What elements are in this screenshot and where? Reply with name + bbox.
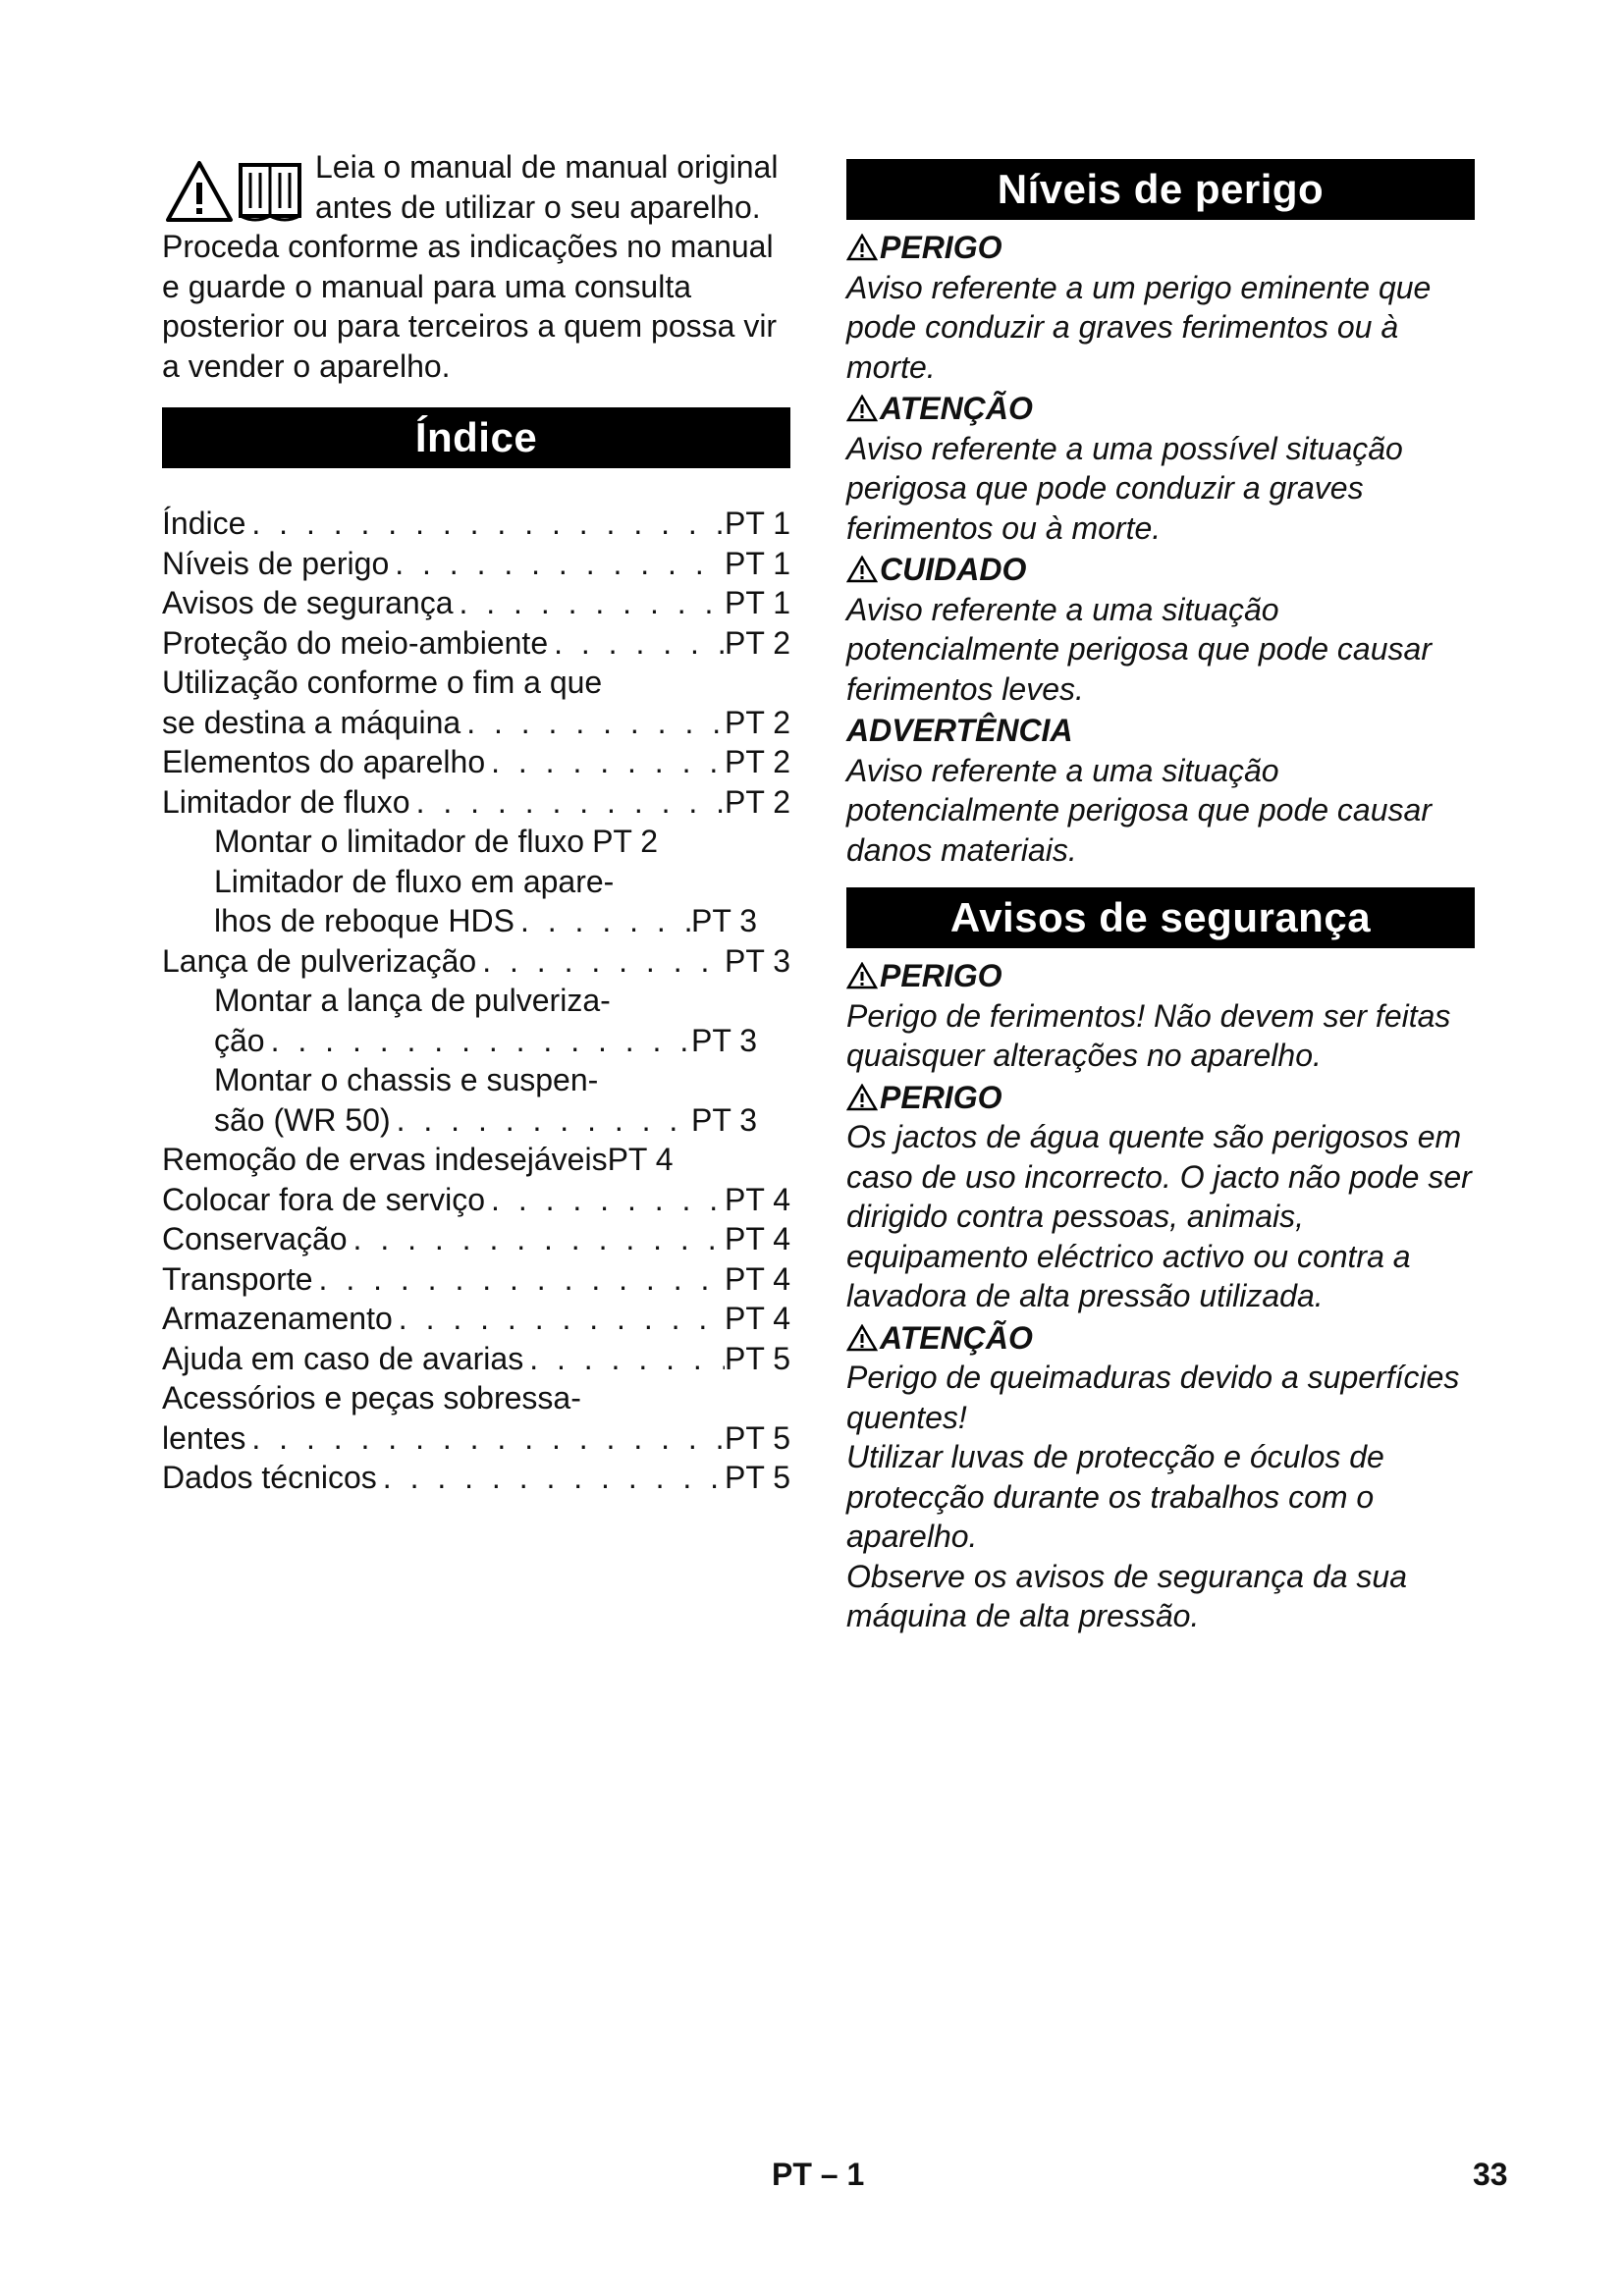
toc-entry[interactable]: Acessórios e peças sobressa- lentes . . . PT 5 [162,1378,790,1458]
warning-triangle-icon [846,556,878,583]
notice-text: Perigo de queimaduras devido a superfícies quentes! [846,1360,1460,1435]
toc-entry[interactable]: Ajuda em caso de avarias . . . PT 5 [162,1339,790,1379]
signal-word: PERIGO [846,956,1475,996]
toc-entry[interactable]: Proteção do meio-ambiente . . . PT 2 [162,623,790,664]
toc-subentry[interactable]: Montar o limitador de fluxo PT 2 [214,824,659,859]
intro-text: Leia o manual de manual original antes de utilizar o seu aparelho. Proceda conforme as indicações no manual e guarde o manual para uma consulta posterior ou para terceiros a quem possa vir a vender o aparelho. [162,149,779,384]
notice-text: Aviso referente a uma possível situação perigosa que pode conduzir a graves ferimentos ou à morte. [846,430,1403,546]
page-section-label: PT – 1 [772,2157,865,2192]
warning-triangle-icon [846,395,878,422]
toc-entry[interactable]: Avisos de segurança . . . PT 1 [162,583,790,623]
warning-triangle-icon [846,234,878,261]
signal-word: PERIGO [846,1078,1475,1118]
index-heading: Índice [162,407,790,468]
intro-paragraph [162,147,790,386]
signal-word: CUIDADO [846,550,1475,590]
notice-text: Aviso referente a uma situação potencialmente perigosa que pode causar ferimentos leves. [846,591,1432,707]
warning-triangle-icon [162,151,307,226]
toc-subentry[interactable]: Montar a lança de pulveriza- ção . . . PT 3 [162,981,790,1060]
warning-manual-icons [162,151,307,226]
table-of-contents [162,504,790,1498]
danger-levels-list [846,228,1475,870]
notice-text: Aviso referente a uma situação potencialmente perigosa que pode causar danos materiais. [846,752,1432,868]
signal-word: PERIGO [846,228,1475,268]
right-column [846,159,1475,1636]
toc-entry[interactable]: Utilização conforme o fim a que se destina a máquina . . . PT 2 [162,663,790,742]
toc-entry[interactable]: Dados técnicos . . . PT 5 [162,1458,790,1498]
toc-subentry[interactable]: Montar o chassis e suspen- são (WR 50) . . . PT 3 [162,1060,790,1140]
toc-entry[interactable]: Lança de pulverização . . . PT 3 [162,941,790,982]
notice-text: Aviso referente a um perigo eminente que pode conduzir a graves ferimentos ou à morte. [846,269,1432,385]
safety-list [846,956,1475,1636]
toc-entry[interactable]: Armazenamento . . . PT 4 [162,1299,790,1339]
toc-entry[interactable]: Transporte . . . PT 4 [162,1259,790,1300]
signal-word: ATENÇÃO [846,389,1475,429]
safety-heading: Avisos de segurança [846,887,1475,948]
notice-text: Utilizar luvas de protecção e óculos de protecção durante os trabalhos com o aparelho. [846,1439,1384,1554]
warning-triangle-icon [846,962,878,989]
danger-levels-heading: Níveis de perigo [846,159,1475,220]
page-number: 33 [1473,2157,1508,2192]
notice-text: Os jactos de água quente são perigosos em caso de uso incorrecto. O jacto não pode ser dirigido contra pessoas, animais, equipamento eléctrico activo ou contra a lavadora de alta pressão utilizada. [846,1119,1472,1313]
signal-word: ADVERTÊNCIA [846,713,1073,748]
notice-text: Observe os avisos de segurança da sua máquina de alta pressão. [846,1558,1407,1633]
toc-entry[interactable]: Conservação . . . PT 4 [162,1219,790,1259]
notice-text: Perigo de ferimentos! Não devem ser feitas quaisquer alterações no aparelho. [846,997,1451,1073]
toc-entry[interactable]: Níveis de perigo . . . PT 1 [162,544,790,584]
toc-entry[interactable]: Elementos do aparelho . . . PT 2 [162,742,790,782]
warning-triangle-icon [846,1324,878,1352]
toc-entry[interactable]: Índice . . . PT 1 [162,504,790,544]
toc-entry[interactable]: Remoção de ervas indesejáveis PT 4 [162,1142,674,1177]
toc-entry[interactable]: Limitador de fluxo . . . PT 2 [162,782,790,823]
left-column [162,147,790,1498]
signal-word: ATENÇÃO [846,1318,1475,1359]
toc-subentry[interactable]: Limitador de fluxo em apare- lhos de reboque HDS . . . PT 3 [162,862,790,941]
warning-triangle-icon [846,1084,878,1111]
manual-book-icon [241,165,299,220]
toc-entry[interactable]: Colocar fora de serviço . . . PT 4 [162,1180,790,1220]
